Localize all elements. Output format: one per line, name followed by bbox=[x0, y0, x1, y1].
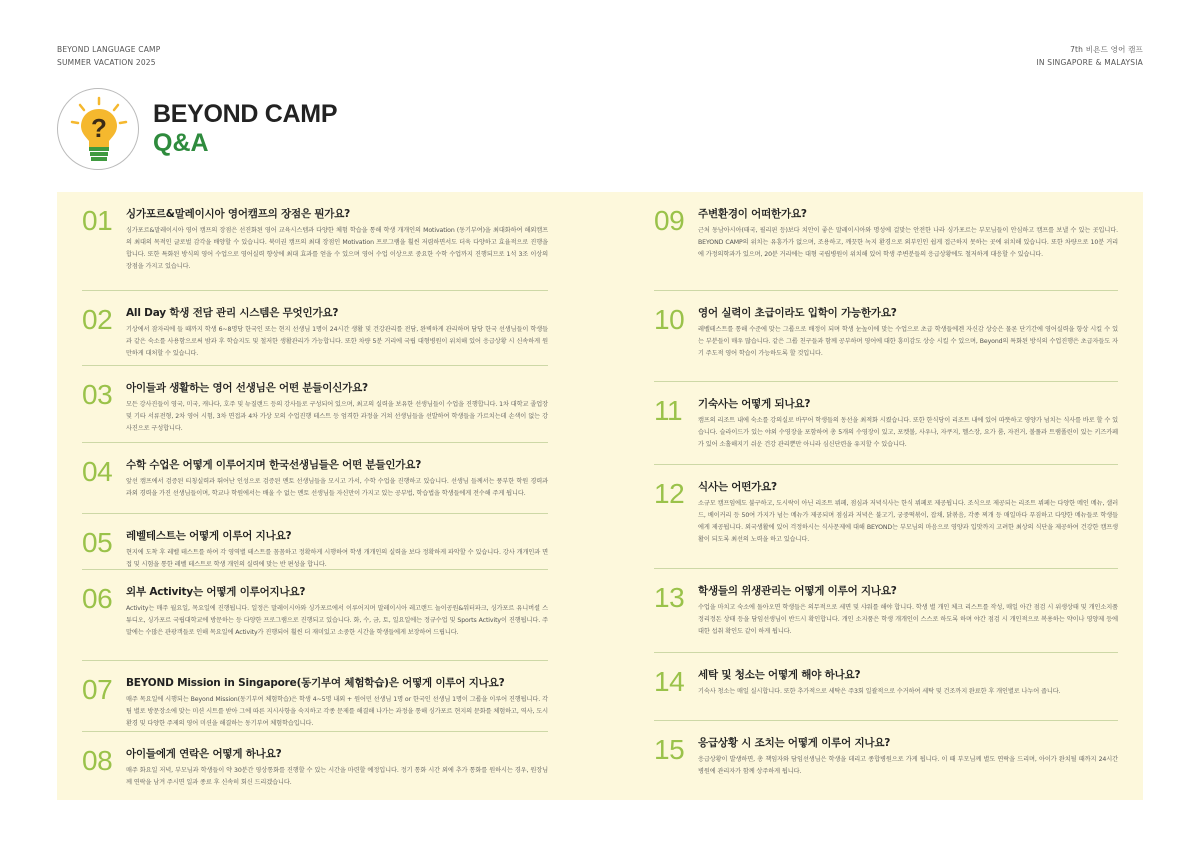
faq-number: 12 bbox=[654, 478, 685, 509]
faq-question: 세탁 및 청소는 어떻게 해야 하나요? bbox=[698, 669, 861, 681]
faq-number: 04 bbox=[82, 456, 113, 487]
faq-answer: 캠프의 리조트 내에 숙소를 강의실로 바꾸어 학생들의 동선을 최적화 시켰습니다. 또한 한식당이 리조트 내에 있어 따뜻하고 영양가 넘치는 식사를 바로 할 수 있습니다. 슬라이드가 있는 야외 수영장을 포함하여 총 5개의 수영장이 있고, 포켓볼, 사우나, 자쿠지, 헬스장, 요가 룸, 자전거, 볼풀과 트램폴린이 있는 키즈카페가 있어 소홀해지기 쉬운 건강 관리뿐만 아니라 심신단련을 유지할 수 있습니다. bbox=[698, 417, 1118, 448]
faq-item bbox=[82, 366, 548, 443]
faq-number: 01 bbox=[82, 205, 113, 236]
faq-question: 주변환경이 어떠한가요? bbox=[698, 208, 807, 220]
faq-number: 09 bbox=[654, 205, 685, 236]
faq-number: 11 bbox=[654, 395, 683, 426]
faq-question: BEYOND Mission in Singapore(동기부여 체험학습)은 어떻게 이루어 지나요? bbox=[126, 677, 505, 689]
faq-question: 외부 Activity는 어떻게 이루어지나요? bbox=[126, 586, 306, 598]
faq-answer: 모든 강사진들이 영국, 미국, 캐나다, 호주 및 뉴질랜드 등의 강사들로 구성되어 있으며, 최고의 실력을 보유한 선생님들이 수업을 진행합니다. 1차 대학교 졸업장 및 기타 서류전형, 2차 영어 시험, 3차 면접과 4차 가상 모의 수업진행 테스트 등 엄격한 과정을 거쳐 선생님들을 선발하여 학생들을 가르치는데 손색이 없는 강사진으로 구성합니다. bbox=[126, 401, 548, 432]
faq-item bbox=[654, 192, 1118, 291]
faq-answer: Activity는 매주 월요일, 목요일에 진행됩니다. 일정은 말레이시아와 싱가포르에서 이루어지며 말레이시아 레고랜드 놀이공원&워터파크, 싱가포르 유니버셜 스튜디오, 싱가포르 국립대학교에 방문하는 등 다양한 프로그램으로 진행되고 있습니다. 화, 수, 금, 토, 일요일에는 정규수업 및 Sports Activity이 진행됩니다. 주말에는 수많은 관광객들로 인해 목요일에 Activity가 진행되어 훨씬 더 재미있고 소중한 시간을 학생들에게 보장하여 드립니다. bbox=[126, 605, 548, 636]
lightbulb-question-icon bbox=[58, 89, 140, 171]
faq-question: 기숙사는 어떻게 되나요? bbox=[698, 398, 811, 410]
faq-item bbox=[82, 192, 548, 291]
faq-column-left bbox=[82, 192, 548, 792]
faq-question: 아이들과 생활하는 영어 선생님은 어떤 분들이신가요? bbox=[126, 382, 368, 394]
faq-number: 14 bbox=[654, 666, 685, 697]
faq-answer: 기상에서 잠자리에 들 때까지 학생 6~8명당 한국인 또는 현지 선생님 1명이 24시간 생활 및 건강관리를 전담, 완벽하게 관리하며 담당 한국 선생님들이 학생들과 같은 숙소를 사용함으로써 밤과 후 학습지도 및 철저한 생활관리가 가능합니다. 또한 차량 5분 거리에 국립 대형병원이 위치해 있어 응급상황 시 신속하게 원만하게 대처할 수 있습니다. bbox=[126, 326, 548, 357]
faq-question: 아이들에게 연락은 어떻게 하나요? bbox=[126, 748, 282, 760]
title-line1: BEYOND CAMP bbox=[153, 100, 338, 128]
header-left-line1: BEYOND LANGUAGE CAMP bbox=[57, 45, 161, 54]
faq-answer: 싱가포르&말레이시아 영어 캠프의 장점은 선진화된 영어 교육시스템과 다양한 체험 학습을 통해 학생 개개인의 Motivation (동기부여)을 최대화하여 해외캠프의 최대의 목적인 글로벌 감각을 배양할 수 있습니다. 북미권 캠프의 최대 장점인 Motivation 프로그램을 훨씬 저렴하면서도 더욱 다양하고 효율적으로 진행을 합니다. 또한 특화된 방식의 영어 수업으로 영어실력 향상에 최대 효과를 얻을 수 있으며 영어 수업 이상으로 중요한 수학 수업까지 진행되므로 1석 3조 이상의 장점을 가지고 있습니다. bbox=[126, 227, 548, 270]
faq-question: All Day 학생 전담 관리 시스템은 무엇인가요? bbox=[126, 307, 339, 319]
faq-answer: 기숙사 청소는 매일 실시합니다. 또한 추가적으로 세탁은 주3회 일괄적으로 수거하여 세탁 및 건조까지 완료한 후 개인별로 나누어 줍니다. bbox=[698, 688, 1061, 695]
faq-answer: 매주 목요일에 시행되는 Beyond Mission(동기부여 체험학습)은 학생 4~5명 내외 + 원어민 선생님 1명 or 한국인 선생님 1명이 그룹을 이루어 진행됩니다. 각 팀 별로 방문장소에 맞는 미션 시트를 받아 그에 따른 지시사항을 숙지하고 각종 문제를 해결해 나가는 과정을 통해 싱가포르 현지의 문화를 체험하고, 역사, 도시환경 및 다양한 주제의 영어 미션을 해결하는 동기부여 체험학습입니다. bbox=[126, 696, 548, 727]
faq-answer: 근처 동남아시아(태국, 필리핀 등)보다 치안이 좋은 말레이시아와 명성에 걸맞는 안전한 나라 싱가포르는 부모님들이 안심하고 캠프를 보낼 수 있는 곳입니다. BEYOND CAMP의 위치는 유흥가가 없으며, 조용하고, 깨끗한 녹지 환경으로 외부인인 쉽게 접근하지 못하는 곳에 위치해 있습니다. 또한 차량으로 10분 거리에 가정의학과가 있으며, 20분 거리에는 대형 국립병원이 위치해 있어 학생 주변분들의 응급상황에도 철저하게 대응할 수 있습니다. bbox=[698, 227, 1118, 258]
faq-item bbox=[82, 570, 548, 661]
faq-column-right bbox=[654, 192, 1118, 791]
faq-question: 식사는 어떤가요? bbox=[698, 481, 777, 493]
faq-answer: 레벨테스트를 통해 수준에 맞는 그룹으로 배정이 되며 학생 눈높이에 맞는 수업으로 초급 학생들에겐 자신감 상승은 물론 단기간에 영어실력을 항상 시킬 수 있는 부분들이 매우 많습니다. 같은 그룹 친구들과 함께 공부하며 영어에 대한 흥미감도 상승 시킬 수 있으며, Beyond의 특화된 방식의 수업진행은 초급자들도 자기 주도적 영어 학습이 가능하도록 할 것입니다. bbox=[698, 326, 1118, 357]
faq-question: 영어 실력이 초급이라도 입학이 가능한가요? bbox=[698, 307, 897, 319]
faq-answer: 소규모 캠프임에도 불구하고, 도시락이 아닌 리조트 뷔페, 점심과 저녁식사는 한식 뷔페로 제공됩니다. 조식으로 제공되는 리조트 뷔페는 다양한 메인 메뉴, 샐러드, 베이커리 등 50여 가지가 넘는 메뉴가 제공되며 점심과 저녁은 불고기, 궁중떡볶이, 잡채, 닭볶음, 각종 찌개 등 매일마다 푸짐하고 다양한 메뉴들로 학생들에게 제공됩니다. 외국생활에 있어 걱정하시는 식사문제에 대해 BEYOND는 부모님의 마음으로 영양과 입맛까지 고려한 최상의 식단을 제공하여 건강한 캠프생활이 되도록 최선의 노력을 하고 있습니다. bbox=[698, 500, 1118, 543]
faq-item bbox=[82, 443, 548, 514]
faq-item bbox=[82, 514, 548, 570]
faq-answer: 응급상황이 발생하면, 총 책임자와 담임선생님은 학생을 데리고 종합병원으로 가게 됩니다. 이 때 부모님께 별도 연락을 드리며, 아이가 완치될 때까지 24시간 병원에 관리자가 함께 상주하게 됩니다. bbox=[698, 756, 1118, 775]
faq-question: 레벨테스트는 어떻게 이루어 지나요? bbox=[126, 530, 292, 542]
faq-item bbox=[654, 465, 1118, 569]
faq-number: 03 bbox=[82, 379, 113, 410]
faq-number: 10 bbox=[654, 304, 685, 335]
faq-number: 15 bbox=[654, 734, 685, 765]
faq-item bbox=[654, 291, 1118, 382]
header-left bbox=[57, 43, 160, 69]
faq-item bbox=[654, 569, 1118, 653]
faq-number: 02 bbox=[82, 304, 113, 335]
faq-number: 07 bbox=[82, 674, 113, 705]
faq-question: 응급상황 시 조치는 어떻게 이루어 지나요? bbox=[698, 737, 891, 749]
faq-answer: 현지에 도착 후 레벨 테스트를 하여 각 영역별 테스트를 꼼꼼하고 정확하게 시행하여 학생 개개인의 실력을 보다 정확하게 파악할 수 있습니다. 강사 개개인과 면접 및 시험을 통한 레벨 테스트로 학생 개인의 실력에 맞는 반 편성을 합니다. bbox=[126, 549, 548, 568]
faq-number: 05 bbox=[82, 527, 113, 558]
header-right-line1: 7th 비욘드 영어 캠프 bbox=[1070, 45, 1143, 54]
faq-item bbox=[654, 653, 1118, 721]
faq-question: 학생들의 위생관리는 어떻게 이루어 지나요? bbox=[698, 585, 897, 597]
faq-item bbox=[654, 382, 1118, 465]
logo-question-mark: ? bbox=[91, 113, 107, 143]
faq-item bbox=[654, 721, 1118, 791]
faq-answer: 앞선 캠프에서 검증된 티칭실력과 뛰어난 인성으로 검증된 멘토 선생님들을 모시고 가서, 수학 수업을 진행하고 있습니다. 선생님 들께서는 풍부한 학원 경력과 과외 경력을 가진 선생님들이며, 학교나 학원에서는 배울 수 없는 멘토 선생님들 자신만이 가지고 있는 공부법, 학습법을 학생들에게 전수해 주게 됩니다. bbox=[126, 478, 548, 497]
faq-answer: 매주 화요일 저녁, 부모님과 학생들이 약 30분간 영상통화를 진행할 수 있는 시간을 마련할 예정입니다. 정기 통화 시간 외에 추가 통화를 원하시는 경우, 원장님께 연락을 남겨 주시면 일과 종료 후 신속히 회신 드리겠습니다. bbox=[126, 767, 548, 786]
faq-item bbox=[82, 661, 548, 732]
logo-badge bbox=[57, 88, 139, 170]
title-line2: Q&A bbox=[153, 129, 209, 157]
faq-question: 싱가포르&말레이시아 영어캠프의 장점은 뭔가요? bbox=[126, 208, 351, 220]
faq-item bbox=[82, 732, 548, 792]
header-left-line2: SUMMER VACATION 2025 bbox=[57, 58, 156, 67]
faq-question: 수학 수업은 어떻게 이루어지며 한국선생님들은 어떤 분들인가요? bbox=[126, 459, 422, 471]
faq-panel bbox=[57, 192, 1143, 800]
header-right bbox=[1036, 43, 1143, 69]
header-right-line2: IN SINGAPORE & MALAYSIA bbox=[1036, 58, 1143, 67]
faq-item bbox=[82, 291, 548, 366]
faq-answer: 수업을 마치고 숙소에 돌아오면 학생들은 의무적으로 세면 및 샤워를 해야 합니다. 학생 별 개인 체크 리스트를 작성, 매일 아간 점검 시 위생상태 및 개인소지품 정리정돈 상태 등을 담임선생님이 반드시 확인합니다. 개인 소지품은 학생 개개인이 스스로 하도록 하며 야간 점검 시 개인적으로 복용하는 약이나 영양제 등에 대한 섭취 확인도 같이 하게 됩니다. bbox=[698, 604, 1118, 635]
page-title bbox=[153, 100, 337, 158]
faq-number: 13 bbox=[654, 582, 685, 613]
faq-number: 08 bbox=[82, 745, 113, 776]
faq-number: 06 bbox=[82, 583, 113, 614]
